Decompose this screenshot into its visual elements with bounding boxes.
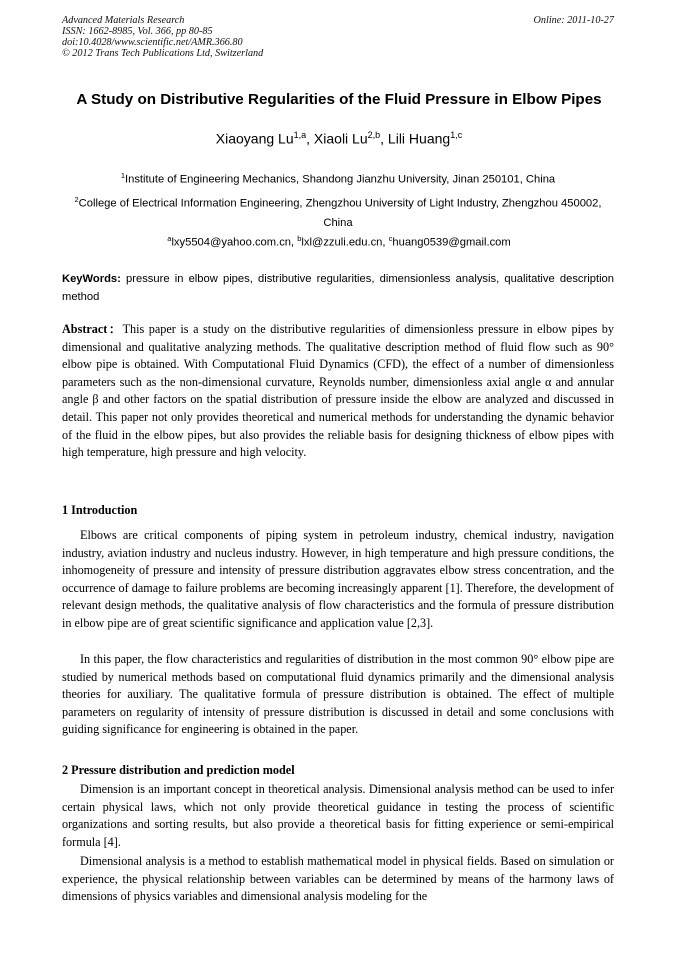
- author-affiliation-mark: 2,b: [367, 130, 381, 140]
- email-list: [0, 234, 678, 249]
- affiliation-1: [62, 166, 614, 190]
- journal-header: [62, 15, 263, 59]
- author-affiliation-mark: 1,a: [293, 130, 307, 140]
- email-address: lxy5504@yahoo.com.cn,: [171, 236, 295, 249]
- keywords-label: KeyWords:: [62, 273, 121, 285]
- keywords-text: pressure in elbow pipes, distributive regularities, dimensionless analysis, qualitative description method: [62, 273, 614, 303]
- email-address: lxl@zzuli.edu.cn,: [301, 236, 386, 249]
- abstract-text: This paper is a study on the distributive regularities of dimensionless pressure in elbow pipes by dimensional and qualitative analyzing methods. The qualitative description method of fluid flow such as 90° elbow pipe is obtained. With Computational Fluid Dynamics (CFD), the effect of a number of dimensionless parameters such as the non-dimensional curvature, Reynolds number, dimensionless axial angle α and annular angle β and other factors on the spatial distribution of pressure inside the elbow are analyzed and discussed in detail. This paper not only provides theoretical and numerical methods for understanding the dynamic behavior of the fluid in the elbow pipes, but also provides the reliable basis for designing thickness of elbow pipes with high temperature, high pressure and high velocity.: [62, 322, 614, 460]
- abstract: [62, 321, 614, 462]
- email-address: huang0539@gmail.com: [392, 236, 511, 249]
- email-mark: a: [167, 234, 172, 243]
- author-name: Xiaoli Lu: [313, 130, 368, 147]
- author-affiliation-mark: 1,c: [450, 130, 463, 140]
- body-paragraph: Dimension is an important concept in theoretical analysis. Dimensional analysis method can be used to infer certain physical laws, which not only provide theoretical guidance in testing the process of scientific organizations and sorting results, but also provide a theoretical basis for fitting experience or semi-empirical formula [4].: [62, 782, 614, 849]
- body-paragraph: In this paper, the flow characteristics and regularities of distribution in the most common 90° elbow pipe are studied by numerical methods based on computational fluid dynamics primarily and the dimensional analysis theories for auxiliary. The qualitative formula of pressure distribution is obtained. The effect of multiple parameters on regularity of intensity of pressure distribution is discussed in detail and some conclusions with guiding significance for engineering is obtained in the paper.: [62, 652, 614, 737]
- doi-line: doi:10.4028/www.scientific.net/AMR.366.80: [62, 37, 243, 48]
- affiliation-2: [62, 190, 614, 233]
- email-mark: c: [388, 234, 393, 243]
- copyright-line: © 2012 Trans Tech Publications Ltd, Switzerland: [62, 48, 264, 59]
- body-paragraph: Dimensional analysis is a method to establish mathematical model in physical fields. Based on simulation or experience, the physical relationship between variables can be determined by means of the harmony laws of dimensions of physics variables and dimensional analysis modeling for the: [62, 854, 614, 904]
- abstract-label: Abstract：: [62, 322, 123, 336]
- section-heading: 1 Introduction: [62, 503, 138, 517]
- affiliation-mark: 2: [74, 195, 79, 204]
- journal-name: Advanced Materials Research: [62, 15, 185, 26]
- author-name: Lili Huang: [387, 130, 451, 147]
- section-heading: 2 Pressure distribution and prediction model: [62, 763, 295, 777]
- online-date: Online: 2011-10-27: [533, 15, 614, 26]
- paper-title: A Study on Distributive Regularities of the Fluid Pressure in Elbow Pipes: [76, 91, 602, 108]
- keywords: [62, 270, 614, 306]
- affiliation-text: College of Electrical Information Engineering, Zhengzhou University of Light Industry, Zhengzhou 450002, China: [78, 197, 602, 229]
- author-list: Xiaoyang Lu$^{1,a}$, Xiaoli Lu$^{2,b}$, Lili Huang$^{1,c}$: [215, 130, 463, 147]
- affiliation-text: Institute of Engineering Mechanics, Shandong Jianzhu University, Jinan 250101, China: [125, 173, 556, 186]
- body-paragraph: Elbows are critical components of piping system in petroleum industry, chemical industry, navigation industry, aviation industry and nucleus industry. However, in high temperature and high pressure conditions, the inhomogeneity of pressure and intensity of pressure distribution aggravates elbow stress concentration, and the occurrence of damage to failure problems are becoming increasingly apparent [1]. Therefore, the development of relevant design methods, the qualitative analysis of flow characteristics and the formula of pressure distribution in elbow pipe are of great scientific significance and application value [2,3].: [62, 528, 614, 630]
- email-mark: b: [297, 234, 302, 243]
- author-name: Xiaoyang Lu: [215, 130, 294, 147]
- affiliation-mark: 1: [120, 171, 125, 180]
- issn-line: ISSN: 1662-8985, Vol. 366, pp 80-85: [62, 26, 213, 37]
